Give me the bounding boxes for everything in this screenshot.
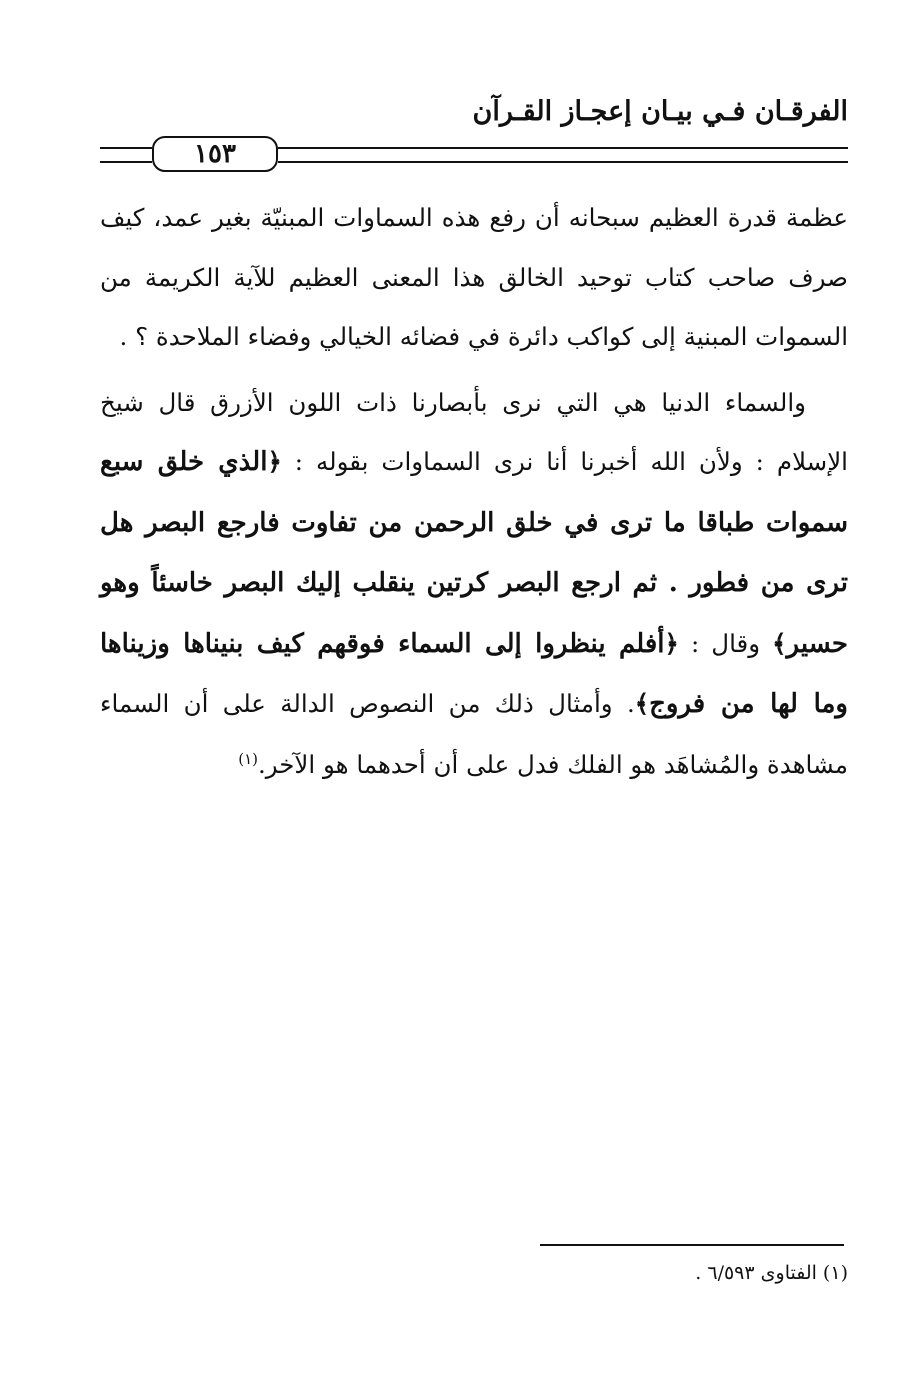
body-text	[100, 188, 848, 794]
quran-verse-2: أفلم ينظروا إلى السماء فوقهم كيف بنيناها وزيناها وما لها من فروج	[100, 628, 848, 719]
running-title: الفرقـان فـي بيـان إعجـاز القـرآن	[472, 96, 848, 127]
quran-verse-1: الذي خلق سبع سموات طباقا ما ترى في خلق الرحمن من تفاوت فارجع البصر هل ترى من فطور . ثم ارجع البصر كرتين ينقلب إليك البصر خاسئاً وهو حسير	[100, 447, 848, 659]
header-rule	[100, 134, 848, 178]
paragraph-1	[100, 188, 848, 367]
footnote-separator	[540, 1244, 844, 1246]
quran-close-brace: ﴾	[772, 628, 787, 658]
paragraph-2-text: والسماء الدنيا هي التي نرى بأبصارنا ذات اللون الأزرق قال شيخ الإسلام : ولأن الله أخبرنا أنا نرى السماوات بقوله :	[100, 387, 848, 476]
header-rule-line-right-top	[278, 147, 848, 149]
footnote-reference[interactable]: (١)	[238, 749, 258, 768]
page-number: ١٥٣	[194, 139, 236, 169]
quran-open-brace: ﴿	[664, 628, 679, 658]
quran-open-brace: ﴿	[267, 447, 282, 476]
footnote-1: (١) الفتاوى ٦/٥٩٣ .	[695, 1262, 848, 1284]
quran-close-brace: ﴾	[634, 689, 650, 718]
paragraph-2	[100, 373, 848, 795]
paragraph-2-text: . وأمثال ذلك من النصوص الدالة على أن السماء مشاهدة والمُشاهَد هو الفلك فدل على أن أحدهما هو الآخر.	[100, 689, 848, 779]
header-rule-line-right-bottom	[278, 161, 848, 163]
page-number-badge	[152, 136, 278, 172]
header-rule-line-left-top	[100, 147, 152, 149]
header-rule-line-left-bottom	[100, 161, 152, 163]
paragraph-2-text: وقال :	[678, 628, 773, 658]
paragraph-1-text: عظمة قدرة العظيم سبحانه أن رفع هذه السماوات المبنيّة بغير عمد، كيف صرف صاحب كتاب توحيد الخالق هذا المعنى العظيم للآية الكريمة من السموات المبنية إلى كواكب دائرة في فضائه الخيالي وفضاء الملاحدة ؟ .	[100, 203, 848, 351]
